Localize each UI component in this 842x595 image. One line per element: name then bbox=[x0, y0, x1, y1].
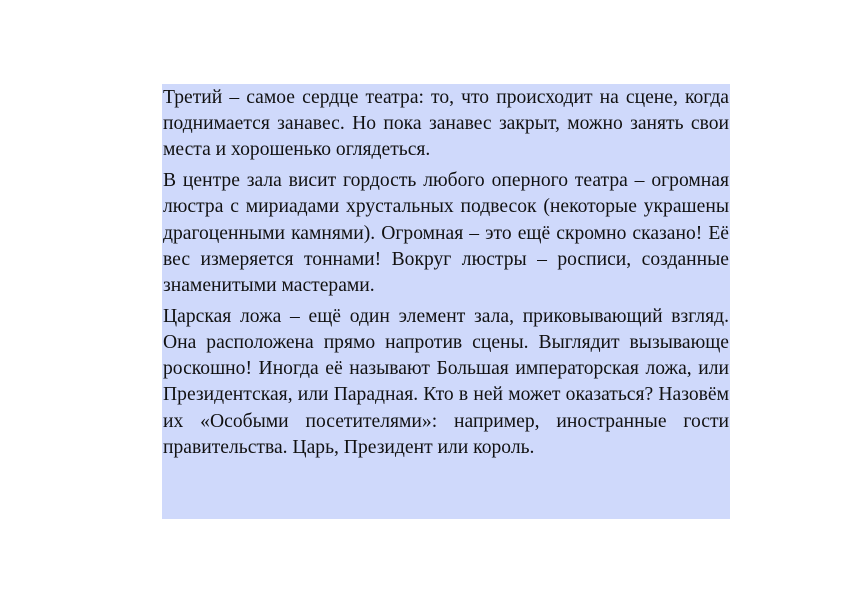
paragraph-3: Царская ложа – ещё один элемент зала, приковывающий взгляд. Она расположена прямо напротив сцены. Выглядит вызывающе роскошно! Иногда её называют Большая императорская ложа, или Президентская, или Парадная. Кто в ней может оказаться? Назовём их «Особыми посетителями»: например, иностранные гости правительства. Царь, Президент или король. bbox=[163, 305, 729, 458]
paragraph-1: Третий – самое сердце театра: то, что происходит на сцене, когда поднимается занавес. Но пока занавес закрыт, можно занять свои места и хорошенько оглядеться. bbox=[163, 87, 729, 161]
paragraph-2: В центре зала висит гордость любого оперного театра – огромная люстра с мириадами хрустальных подвесок (некоторые украшены драгоценными камнями). Огромная – это ещё скромно сказано! Её вес измеряется тоннами! Вокруг люстры – росписи, созданные знаменитыми мастерами. bbox=[163, 170, 729, 297]
text-box bbox=[162, 84, 730, 519]
